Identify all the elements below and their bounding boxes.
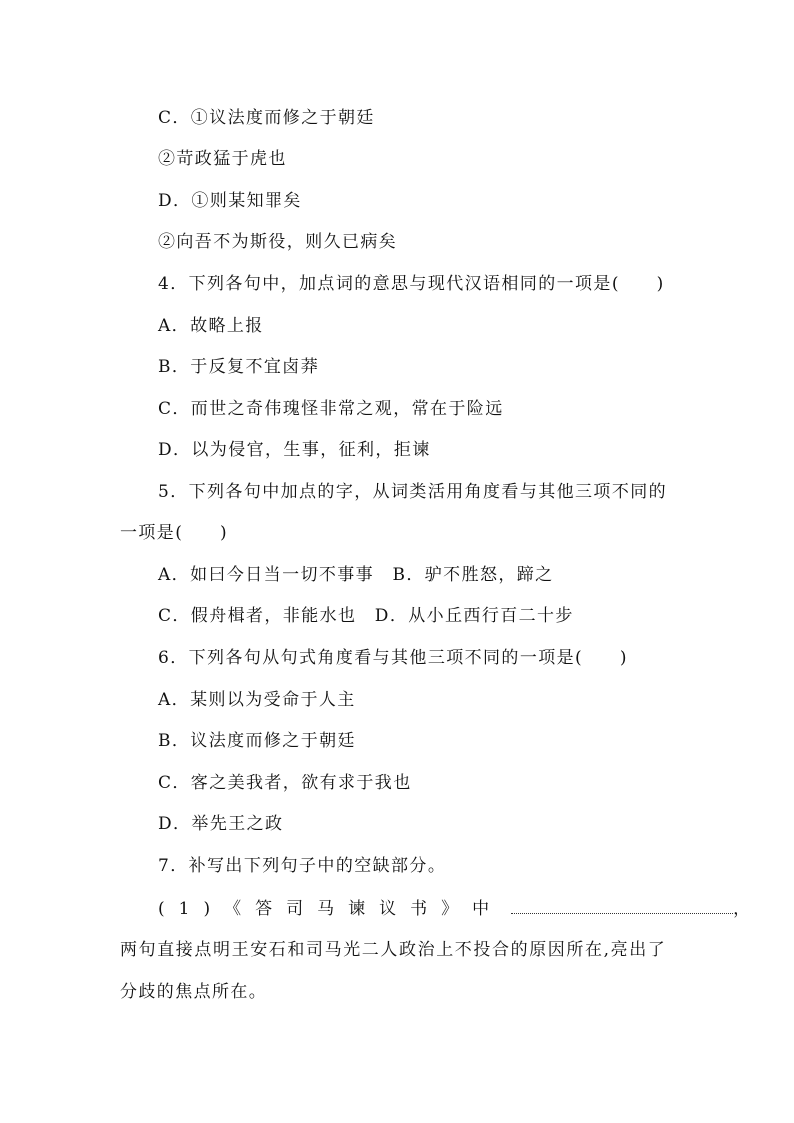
answer-blank[interactable] <box>511 897 733 914</box>
question-4-option-b: B．于反复不宜卤莽 <box>158 357 320 377</box>
question-6-option-a: A．某则以为受命于人主 <box>158 690 356 710</box>
question-5-options-ab: A．如曰今日当一切不事事 B．驴不胜怒，蹄之 <box>158 565 554 585</box>
question-6-option-c: C．客之美我者，欲有求于我也 <box>158 773 412 793</box>
question-5-stem-line-1: 5．下列各句中加点的字，从词类活用角度看与其他三项不同的 <box>158 482 668 502</box>
question-5-stem-line-2: 一项是( ) <box>120 523 229 543</box>
question-6-option-b: B．议法度而修之于朝廷 <box>158 731 356 751</box>
question-7-part-1-prefix: (1)《答司马谏议书》中 <box>158 899 504 919</box>
question-7-part-1-suffix: ， <box>733 899 765 919</box>
question-4-option-c: C．而世之奇伟瑰怪非常之观，常在于险远 <box>158 399 504 419</box>
question-7-part-1 <box>158 897 764 921</box>
question-5-options-cd: C．假舟楫者，非能水也 D．从小丘西行百二十步 <box>158 606 574 626</box>
question-4-stem: 4．下列各句中，加点词的意思与现代汉语相同的一项是( ) <box>158 274 665 294</box>
question-7-part-1-line-2: 两句直接点明王安石和司马光二人政治上不投合的原因所在,亮出了 <box>120 940 667 960</box>
question-7-part-1-line-3: 分歧的焦点所在。 <box>120 982 268 1002</box>
question-4-option-a: A．故略上报 <box>158 316 264 336</box>
question-4-option-d: D．以为侵官，生事，征利，拒谏 <box>158 440 431 460</box>
option-c-line-2: ②苛政猛于虎也 <box>158 149 287 169</box>
question-7-stem: 7．补写出下列句子中的空缺部分。 <box>158 856 447 876</box>
question-6-option-d: D．举先王之政 <box>158 814 284 834</box>
option-c-line-1: C．①议法度而修之于朝廷 <box>158 108 375 128</box>
option-d-line-2: ②向吾不为斯役，则久已病矣 <box>158 232 398 252</box>
option-d-line-1: D．①则某知罪矣 <box>158 191 302 211</box>
question-6-stem: 6．下列各句从句式角度看与其他三项不同的一项是( ) <box>158 648 628 668</box>
